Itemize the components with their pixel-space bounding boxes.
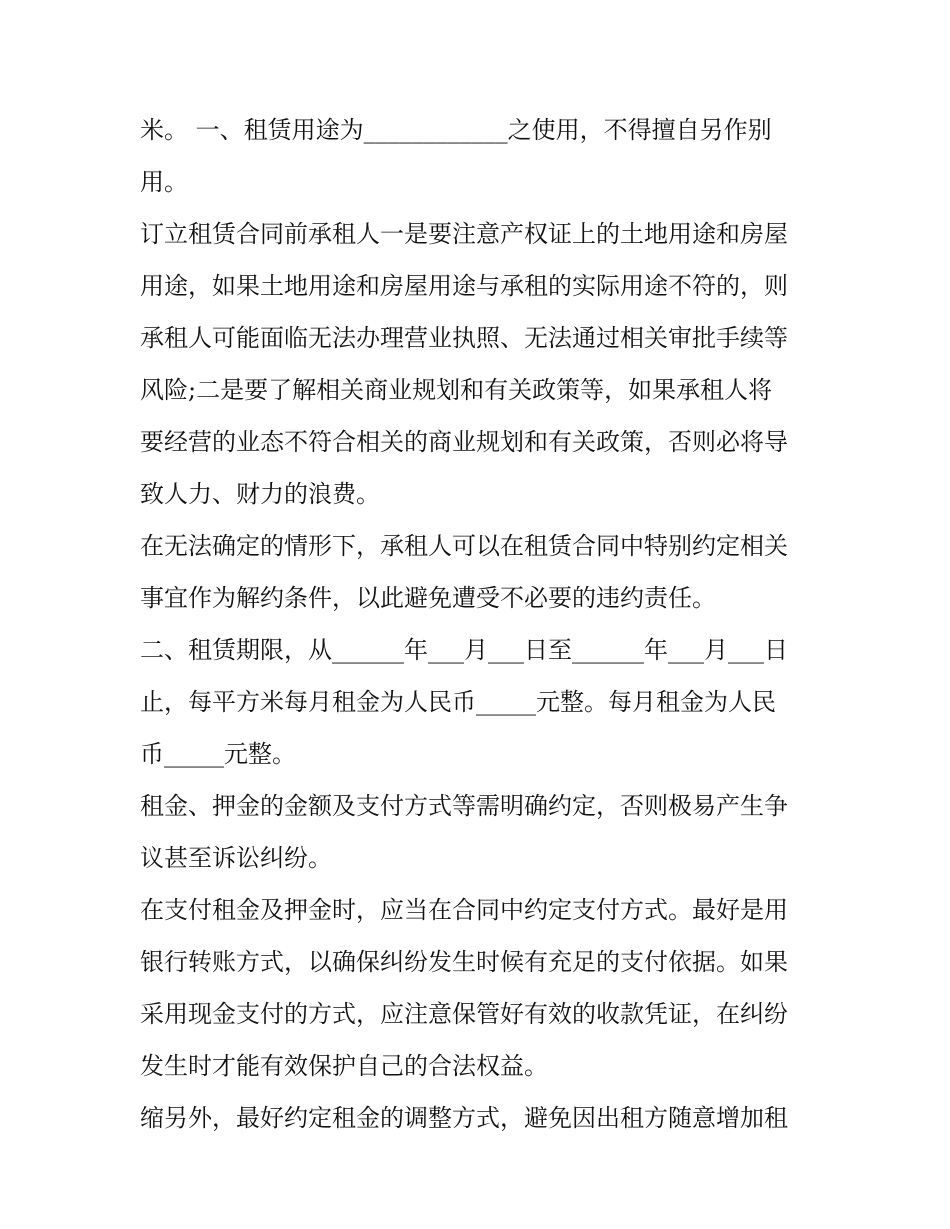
text-line: 事宜作为解约条件，以此避免遭受不必要的违约责任。 <box>140 584 716 612</box>
text-line: 议甚至诉讼纠纷。 <box>140 844 332 872</box>
text-line: 发生时才能有效保护自己的合法权益。 <box>140 1052 548 1080</box>
text-line: 租金、押金的金额及支付方式等需明确约定，否则极易产生争 <box>140 792 788 820</box>
text-line: 要经营的业态不符合相关的商业规划和有关政策，否则必将导 <box>140 428 788 456</box>
text-line: 二、租赁期限，从______年___月___日至______年___月___日 <box>140 636 788 664</box>
text-line: 币_____元整。 <box>140 740 296 768</box>
text-line: 在支付租金及押金时，应当在合同中约定支付方式。最好是用 <box>140 896 788 924</box>
text-line: 缩另外，最好约定租金的调整方式，避免因出租方随意增加租 <box>140 1104 788 1132</box>
text-line: 在无法确定的情形下，承租人可以在租赁合同中特别约定相关 <box>140 532 788 560</box>
text-line: 致人力、财力的浪费。 <box>140 480 380 508</box>
text-line: 米。 一、租赁用途为____________之使用，不得擅自另作别 <box>140 116 772 144</box>
text-line: 用途，如果土地用途和房屋用途与承租的实际用途不符的，则 <box>140 272 788 300</box>
text-line: 采用现金支付的方式，应注意保管好有效的收款凭证，在纠纷 <box>140 1000 788 1028</box>
text-line: 用。 <box>140 168 188 196</box>
text-line: 银行转账方式，以确保纠纷发生时候有充足的支付依据。如果 <box>140 948 788 976</box>
text-line: 止，每平方米每月租金为人民币_____元整。每月租金为人民 <box>140 688 776 716</box>
text-line: 承租人可能面临无法办理营业执照、无法通过相关审批手续等 <box>140 324 788 352</box>
text-line: 风险;二是要了解相关商业规划和有关政策等，如果承租人将 <box>140 376 773 404</box>
document-body <box>140 104 816 1144</box>
text-line: 订立租赁合同前承租人一是要注意产权证上的土地用途和房屋 <box>140 220 788 248</box>
